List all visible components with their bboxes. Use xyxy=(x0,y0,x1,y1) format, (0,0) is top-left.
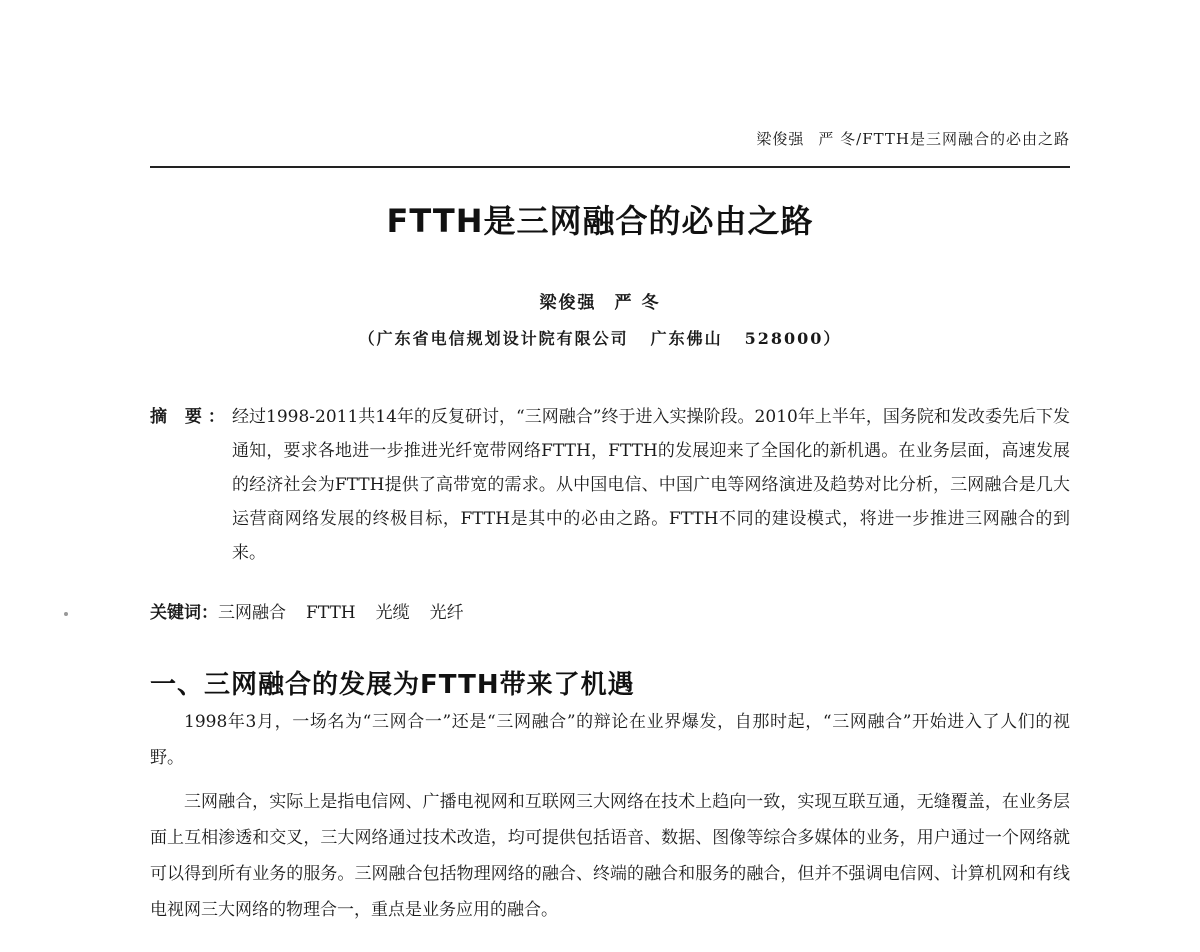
running-header xyxy=(756,128,1070,149)
abstract-label: 摘 要： xyxy=(150,407,231,427)
author-line xyxy=(0,288,1200,313)
body-paragraph: 1998年3月，一场名为“三网合一”还是“三网融合”的辩论在业界爆发，自那时起，“三网融合”开始进入了人们的视野。 xyxy=(150,712,1070,768)
running-header-title: 严 冬/FTTH是三网融合的必由之路 xyxy=(818,130,1070,148)
scan-dot-icon xyxy=(64,612,68,616)
running-header-author: 梁俊强 xyxy=(756,130,805,148)
abstract-text: 经过1998-2011共14年的反复研讨，“三网融合”终于进入实操阶段。2010年上半年，国务院和发改委先后下发通知，要求各地进一步推进光纤宽带网络FTTH，FTTH的发展迎来了全国化的新机遇。在业务层面，高速发展的经济社会为FTTH提供了高带宽的需求。从中国电信、中国广电等网络演进及趋势对比分析，三网融合是几大运营商网络发展的终极目标，FTTH是其中的必由之路。FTTH不同的建设模式，将进一步推进三网融合的到来。 xyxy=(232,407,1070,563)
affiliation-location: 广东佛山 xyxy=(650,329,723,348)
abstract xyxy=(150,400,1070,570)
affiliation xyxy=(0,326,1200,349)
keyword-item: 光纤 xyxy=(429,603,464,623)
paper-title: FTTH是三网融合的必由之路 xyxy=(386,202,814,240)
keyword-item: FTTH xyxy=(306,603,356,623)
author-name: 梁俊强 xyxy=(539,293,597,313)
affiliation-org: （广东省电信规划设计院有限公司 xyxy=(358,329,629,348)
keywords-label: 关键词： xyxy=(150,603,218,623)
header-rule xyxy=(150,166,1070,168)
section-heading: 一、三网融合的发展为FTTH带来了机遇 xyxy=(150,670,635,700)
author-name: 严 冬 xyxy=(614,293,661,313)
keyword-item: 光缆 xyxy=(375,603,410,623)
keyword-item: 三网融合 xyxy=(218,603,286,623)
body-paragraph: 三网融合，实际上是指电信网、广播电视网和互联网三大网络在技术上趋向一致，实现互联互通，无缝覆盖，在业务层面上互相渗透和交叉，三大网络通过技术改造，均可提供包括语音、数据、图像等综合多媒体的业务，用户通过一个网络就可以得到所有业务的服务。三网融合包括物理网络的融合、终端的融合和服务的融合，但并不强调电信网、计算机网和有线电视网三大网络的物理合一，重点是业务应用的融合。 xyxy=(150,792,1070,920)
affiliation-postcode: 528000） xyxy=(744,329,842,348)
keywords xyxy=(150,596,484,630)
